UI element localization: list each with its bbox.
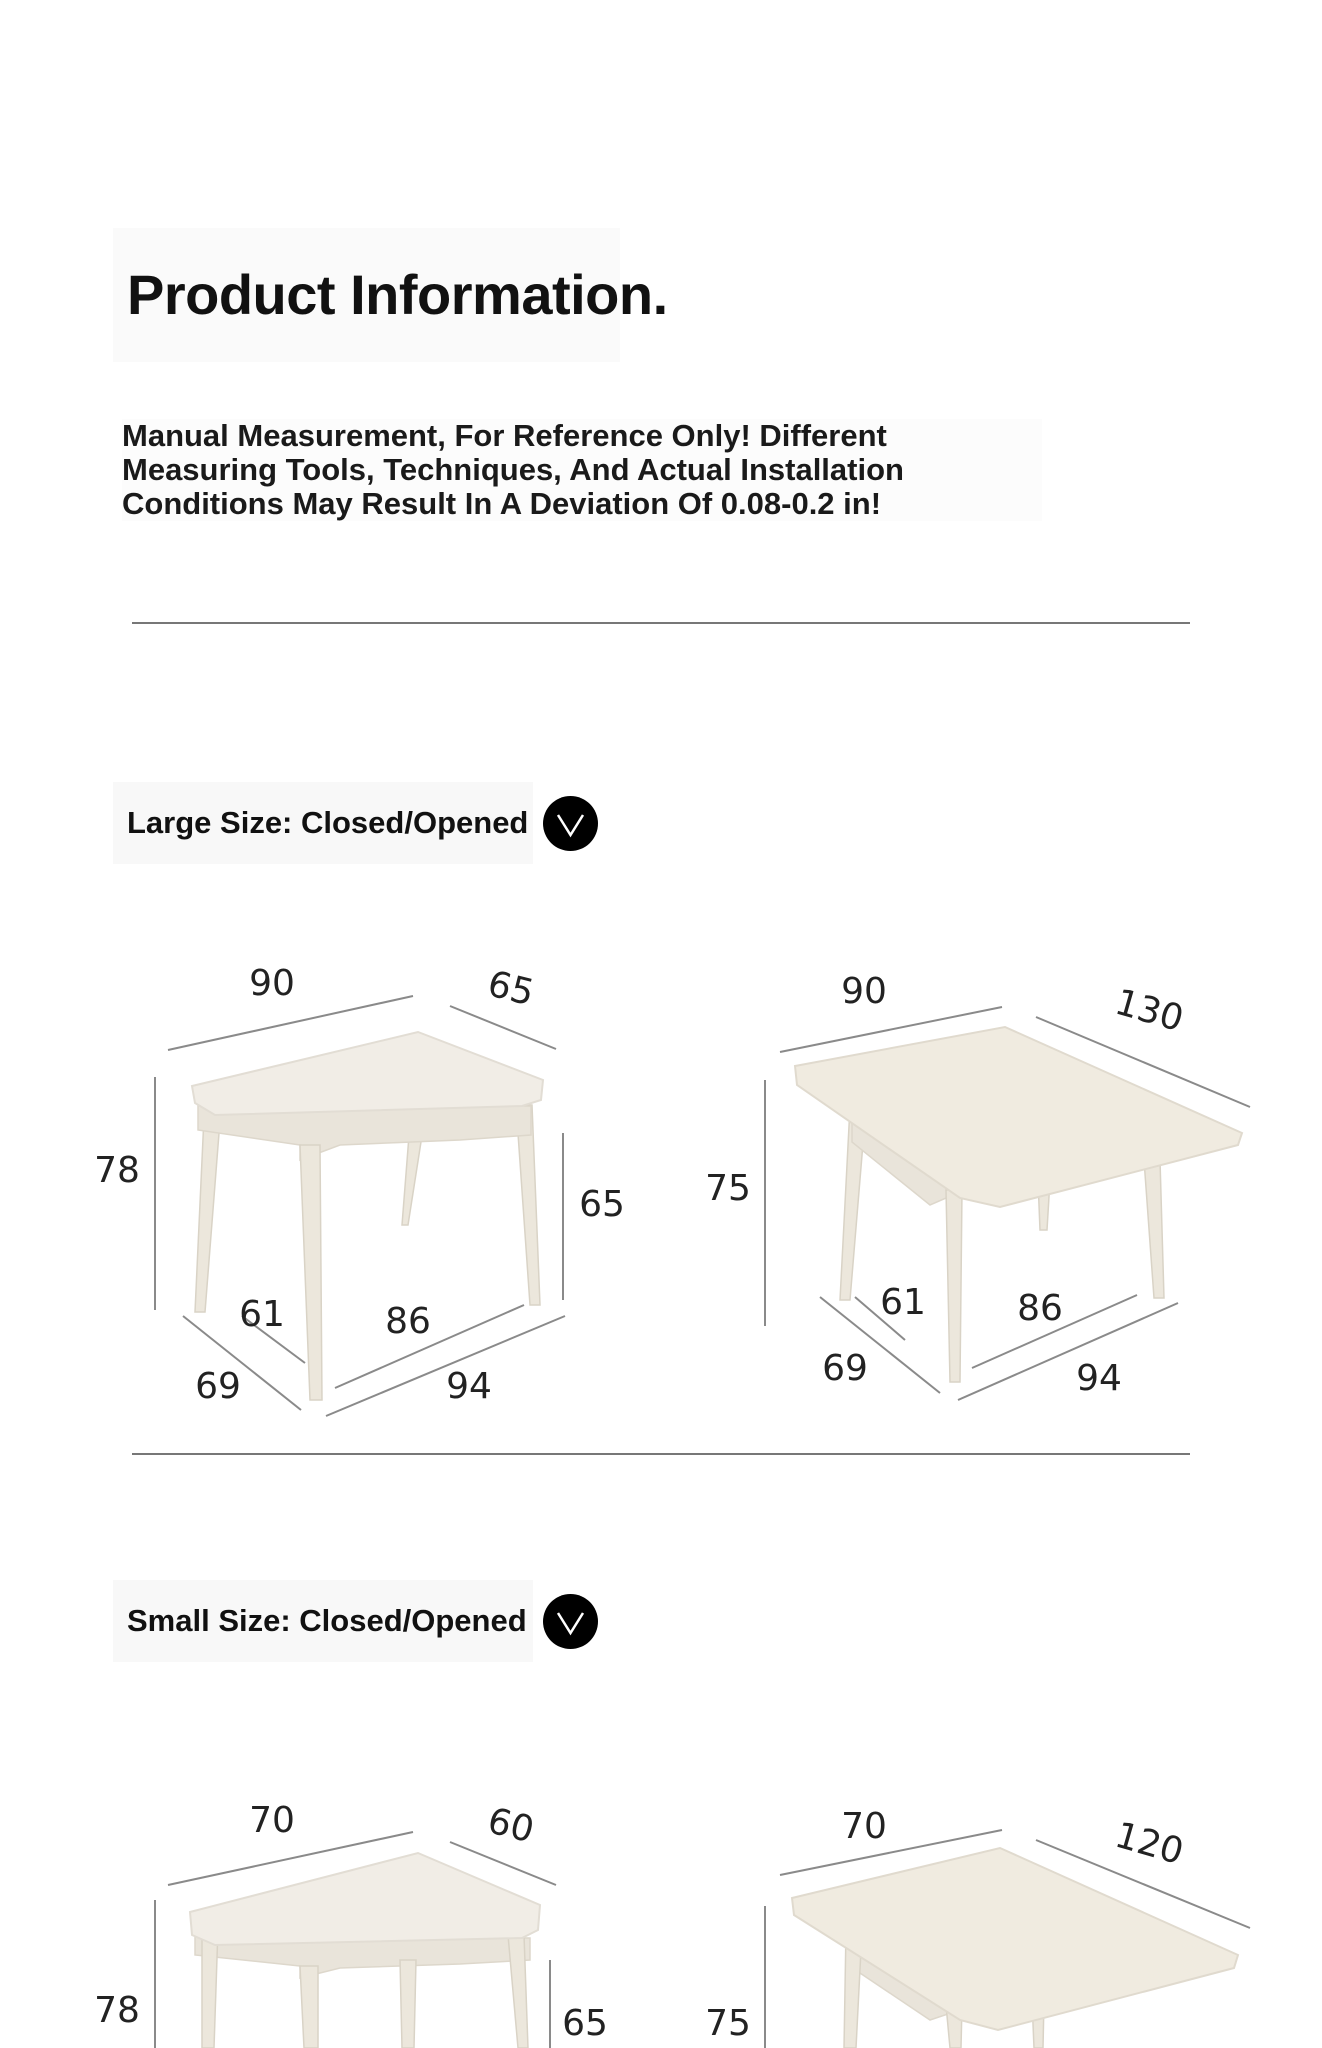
dim-base-depth: 69 — [195, 1366, 241, 1407]
dim-width: 90 — [841, 971, 887, 1012]
leg — [1144, 1160, 1164, 1298]
divider — [132, 1453, 1190, 1455]
dim-depth: 60 — [483, 1800, 538, 1852]
dim-width: 90 — [249, 963, 295, 1004]
section-title-large: Large Size: Closed/Opened — [127, 805, 529, 840]
dim-leg-inner-depth: 61 — [880, 1282, 926, 1323]
dim-width: 70 — [841, 1806, 887, 1847]
dim-apron-height: 65 — [562, 2003, 608, 2044]
dim-leg-inner-width: 86 — [1017, 1288, 1063, 1329]
dim-base-width: 94 — [446, 1366, 492, 1407]
large-closed-table — [94, 963, 625, 1416]
dim-height: 78 — [94, 1150, 140, 1191]
leg — [946, 1190, 962, 1382]
section-title-small: Small Size: Closed/Opened — [127, 1603, 527, 1638]
small-size-diagram — [0, 1780, 1322, 2048]
dimension-line — [958, 1303, 1178, 1400]
dim-height: 78 — [94, 1990, 140, 2031]
dim-depth: 65 — [483, 963, 538, 1015]
dim-width: 70 — [249, 1800, 295, 1841]
dimension-line — [450, 1006, 556, 1049]
dim-depth: 130 — [1110, 981, 1188, 1041]
small-closed-table — [94, 1800, 608, 2048]
leg — [400, 1960, 416, 2048]
dim-apron-height: 65 — [579, 1184, 625, 1225]
page-title: Product Information. — [127, 263, 668, 326]
small-opened-table — [705, 1806, 1250, 2048]
dim-leg-inner-width: 86 — [385, 1301, 431, 1342]
chevron-down-icon[interactable] — [543, 1594, 598, 1649]
measurement-note: Manual Measurement, For Reference Only! Different Measuring Tools, Techniques, And Actual Installation Conditions May Result In A Deviation Of 0.08-0.2 in! — [122, 419, 1042, 521]
dim-base-depth: 69 — [822, 1348, 868, 1389]
dim-leg-inner-depth: 61 — [239, 1294, 285, 1335]
dim-base-width: 94 — [1076, 1358, 1122, 1399]
large-opened-table — [705, 971, 1250, 1400]
table-top — [795, 1027, 1242, 1207]
large-size-diagram — [0, 940, 1322, 1420]
table-top — [190, 1853, 540, 1945]
table-top — [192, 1032, 543, 1115]
divider — [132, 622, 1190, 624]
chevron-down-icon[interactable] — [543, 796, 598, 851]
leg — [300, 1966, 318, 2048]
dim-height: 75 — [705, 2003, 751, 2044]
leg — [508, 1935, 528, 2048]
dim-depth: 120 — [1110, 1814, 1188, 1874]
leg — [202, 1928, 218, 2048]
dim-height: 75 — [705, 1168, 751, 1209]
